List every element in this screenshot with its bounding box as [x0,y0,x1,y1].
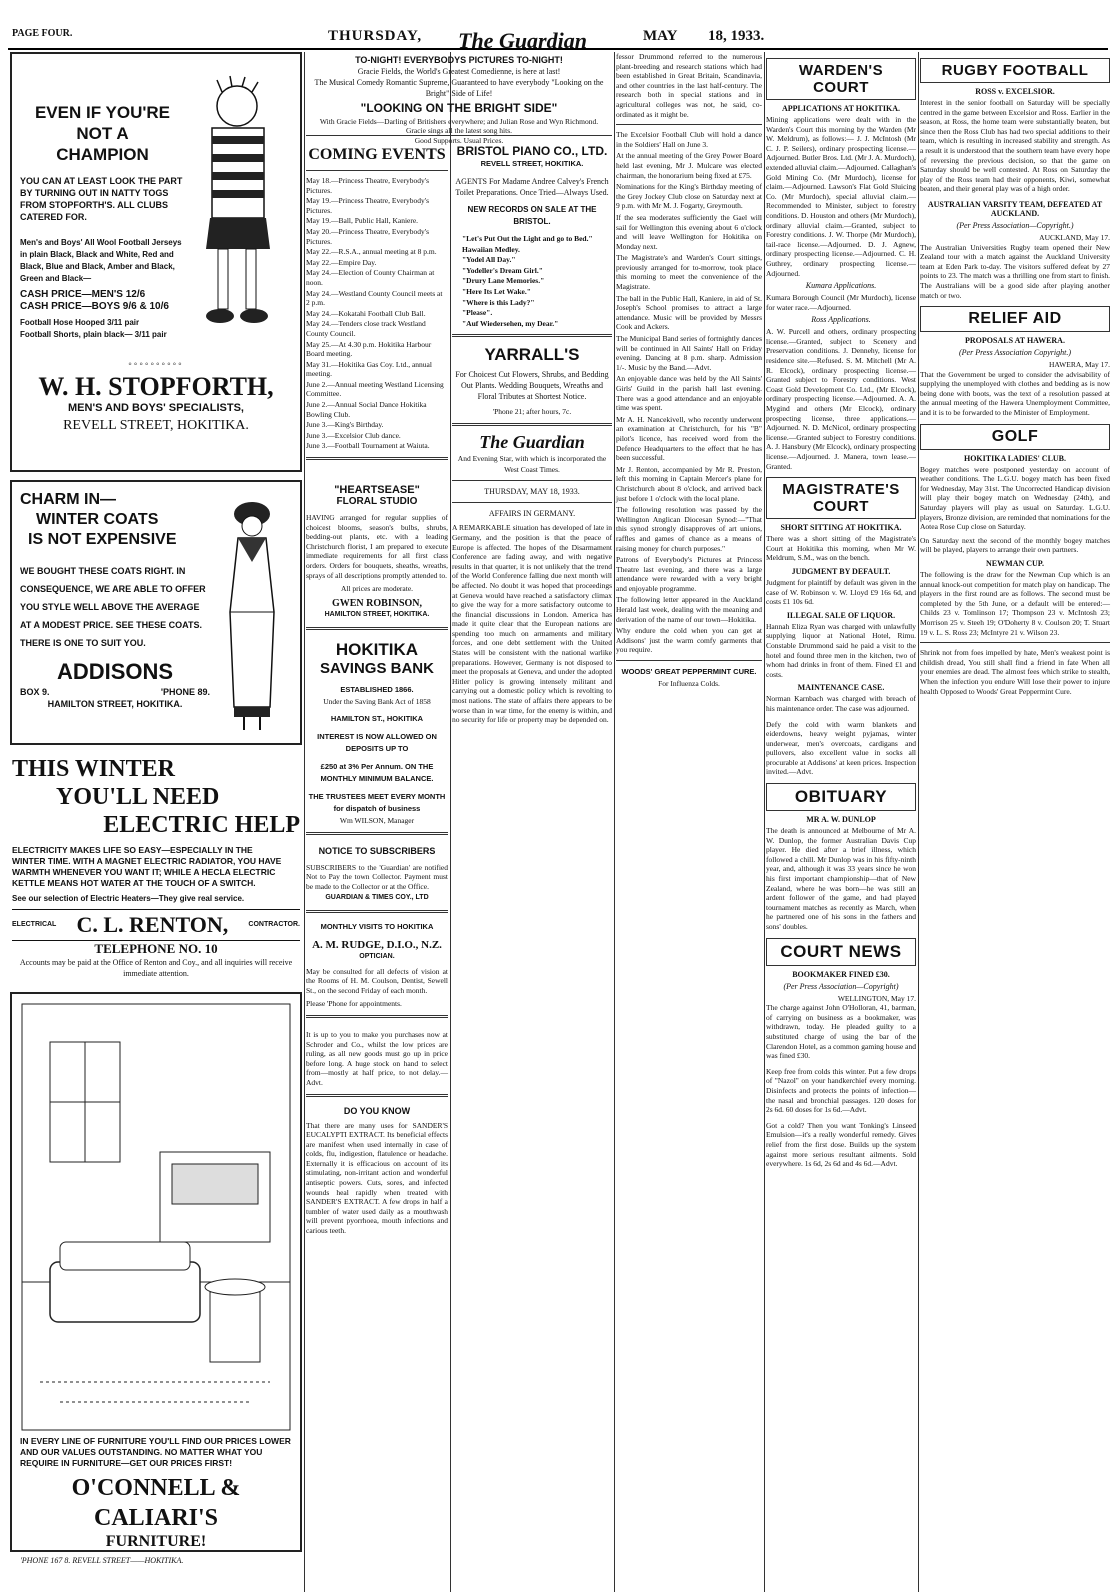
bank-interest: INTEREST IS NOW ALLOWED ON DEPOSITS UP TO [317,731,437,753]
divider [306,832,448,835]
court-news-body: The charge against John O'Holloran, 41, barman, of carrying on business as a bookmaker, was withdrawn, today. He pleaded guilty to a substituted charge of using the bar of the Clarendon Hotel, as a common gaming house and was fined £30. [766,1003,916,1061]
news-item: At the annual meeting of the Grey Power Board held last evening, Mr J. Mulcare was elected chairman, the honorarium being fixed at £75. [616,151,762,180]
coming-event-item: May 19.—Princess Theatre, Everybody's Pictures. [306,196,430,215]
column-4 [616,52,762,1592]
pictures-advert [306,52,612,145]
golf-sub: HOKITIKA LADIES' CLUB. [963,453,1067,463]
column-2 [306,140,448,1592]
newman-cup-body: The following is the draw for the Newman Cup which is an annual knock-out competition for match play on handicap. The players in the first round are as follows. The second must be completed by the 5th June, or a default will be entered:—Childs 23 v. Tomlinson 17; Thompson 23 v. McIntosh 23; Morrison 25 v. Steeh 19; O'Doherty 8 v. Coulson 20; T. Stuart 19 v. L. S. Ross 23; McIntyre 21 v. Wilson 23. [920,570,1110,637]
divider [616,660,762,661]
coming-event-item: May 19.—Ball, Public Hall, Kaniere. [306,216,419,226]
coming-event-item: May 20.—Princess Theatre, Everybody's Pictures. [306,226,430,246]
ornament-divider: ◦◦◦◦◦◦◦◦◦◦ [128,359,184,370]
editorial-body: A REMARKABLE situation has developed of late in Germany, and the position is that the peace of Europe is affected. The hopes of the Disarmament Conference are fading away, and with negative results in that quarter, it is not unlikely that the trend of the World Conference falling due next month will be affected. No doubt it was hoped that proceedings at Geneva would have reached a satisfactory climax to give the way for a more satisfactory outcome to the financial discussions in London. America has made it quite clear that the European nations are spending too much on armaments and military forces, and one debt settlement with the United States will be consistent with the national warlike preparations. However, Germany is not disposed to meet the proposals at Geneva, and under the adopted Hitler policy is growing intensely militant and carrying out a domestic policy which is revolting to most nations. The state of affairs there appears to be worse than in war time, for the enemy is within, and no security for life or property may be depended on. [452,523,612,725]
kumara-body: Kumara Borough Council (Mr Murdoch), license for water race.—Adjourned. [766,293,916,312]
news-item: If the sea moderates sufficiently the Gael will sail for Wellington this evening about 6 o'clock and will leave Wellington for Hokitika on Monday next. [616,212,762,251]
record-title: "Please". [462,308,493,318]
pictures-support: Good Supports. Usual Prices. [414,136,504,145]
stopforth-headline: EVEN IF YOU'RE [34,103,171,122]
stopforth-address: REVELL STREET, HOKITIKA. [63,418,249,433]
heartsease-title: "HEARTSEASE" [334,484,420,497]
heartsease-address: HAMILTON STREET, HOKITIKA. [324,610,430,618]
judgment-heading: JUDGMENT BY DEFAULT. [791,566,891,576]
divider [452,334,612,337]
varsity-dateline: AUCKLAND, May 17. [1039,232,1110,242]
coming-events-title: COMING EVENTS [308,146,446,163]
do-you-know-title: DO YOU KNOW [343,1105,411,1116]
varsity-heading: AUSTRALIAN VARSITY TEAM, DEFEATED AT AUCKLAND. [927,199,1103,218]
news-item: The following letter appeared in the Auckland Herald last week, dealing with the meaning and derivation of the name of our town—Hokitika. [616,595,762,624]
column-rule [450,52,451,1592]
bank-amount: £250 at 3% Per Annum. ON THE MONTHLY MINIMUM BALANCE. [320,761,434,783]
renton-accounts: Accounts may be paid at the Office of Renton and Coy., and all inquiries will receive immediate attention. [19,958,293,978]
column-6 [920,52,1110,1592]
coming-event-item: May 24.—Westland County Council meets at 2 p.m. [306,288,443,308]
column-5 [766,52,916,1592]
magistrate-court-body: There was a short sitting of the Magistrate's Court at Hokitika this morning, when Mr W. Meldrum, S.M., was on the bench. [766,534,916,563]
rudge-phone: Please 'Phone for appointments. [306,999,402,1009]
bank-manager: Wm WILSON, Manager [339,815,415,825]
yarralls-phone: 'Phone 21; after hours, 7c. [492,407,572,417]
record-title: "Where is this Lady?" [462,297,535,307]
divider [306,1015,448,1018]
court-news-sub: BOOKMAKER FINED £30. [792,969,890,979]
bank-trustees: THE TRUSTEES MEET EVERY MONTH for dispatch of business [308,791,446,813]
oconnell-name: O'CONNELL & CALIARI'S [71,1475,241,1531]
warden-court-sub: APPLICATIONS AT HOKITIKA. [781,104,901,113]
rugby-sub: ROSS v. EXCELSIOR. [975,87,1055,96]
yarralls-title: YARRALL'S [484,345,580,365]
court-news-title: COURT NEWS [766,938,916,966]
editorial-paper-title: The Guardian [479,432,585,453]
addisons-address: HAMILTON STREET, HOKITIKA. [47,699,183,709]
relief-aid-body: That the Government be urged to consider the advisability of supplying the unemployed with clothes and bedding as is now being done with boots, was the text of a resolution passed at the annual meeting of the Hawera Unemployment Committee, and it is to be forwarded to the Minister of Employment. [920,369,1110,418]
obituary-body: The death is announced at Melbourne of Mr A. W. Dunlop, the former Australian Davis Cup player. He died after a brief illness, which followed a chill. Mr Dunlop was in his fifty-ninth year, and, although it was 33 years since he won his first important championship—that of New Zealand, where he was born—he was still an ardent follower of the game, and had played tournament matches as recently as March, when he partnered one of his sons in the fathers and sons' doubles. [766,826,916,931]
golf-title: GOLF [920,424,1110,450]
bank-title: HOKITIKA [335,639,419,659]
bank-title-2: SAVINGS BANK [320,659,434,677]
news-item: fessor Drummond referred to the numerous plant-breeding and research stations which had been established in Great Britain, Scandinavia, and other countries in the last half-century. The research both in special stations and in agricultural colleges was not, he said, co-ordinated as it might be. [616,52,762,119]
relief-aid-sub: PROPOSALS AT HAWERA. [965,336,1065,346]
oconnell-furniture: FURNITURE! [105,1533,207,1550]
news-item: Mr J. Renton, accompanied by Mr R. Preston, left this morning in Captain Mercer's plane for Christchurch about 8 o'clock, and arrived back just before 1 o'clock with the local plane. [616,464,762,503]
newman-cup-heading: NEWMAN CUP. [986,559,1044,568]
news-item: The Magistrate's and Warden's Court sittings, previously arranged for to-morrow, took place this morning to meet the convenience of the Magistrate. [616,253,762,292]
divider [452,480,612,481]
rugby-body: Interest in the senior football on Saturday will be specially centred in the game between Excelsior and Ross. Earlier in the season, at Ross, the home team were substantially beaten, but since then the Ross Club has had two special additions to their team, which is resulting in increased stability and strength. As a result it is understood that the southern team have every hope of reversing the previous decision, so that the game on Saturday should be well contested. At Ross on Saturday the play of the Ross team had their opponents, Kiwi, somewhat beaten, and their general play was of a high order. [920,98,1110,194]
stopforth-headline-3: CHAMPION [56,145,149,164]
pictures-title: "LOOKING ON THE BRIGHT SIDE" [360,101,558,115]
divider [452,502,612,503]
heartsease-body: HAVING arranged for regular supplies of choicest blooms, season's bulbs, shrubs, bedding-out plants, etc. with a leading Christchurch florist, I am prepared to execute immediate requirements for all first class orders. Orders for bouquets, sheaths, wreaths, sprays of all descriptions promptly attended to. [306,513,448,580]
addisons-line-1: CHARM IN— [20,491,116,508]
court-news-assoc: (Per Press Association—Copyright) [783,981,899,991]
masthead-date: 18, 1933. [708,28,765,44]
renton-name: C. L. RENTON, [76,912,229,937]
varsity-assoc: (Per Press Association—Copyright.) [956,220,1074,230]
subscribers-body: SUBSCRIBERS to the 'Guardian' are notified Not to Pay the town Collector. Payment must be made to the Collector or at the Office. [306,862,448,891]
coming-event-item: June 3.—King's Birthday. [306,420,384,430]
renton-nameplate [12,909,300,941]
masthead-paper-title: The Guardian [458,28,587,53]
stopforth-price-men: CASH PRICE—MEN'S 12/6 [20,289,146,300]
oconnell-caliari-advert [10,992,302,1565]
bristol-agents: AGENTS For Madame Andree Calvey's French Toilet Preparations. Once Tried—Always Used. [455,177,609,197]
stopforth-name: W. H. STOPFORTH, [38,372,274,401]
woods-title: WOODS' GREAT PEPPERMINT CURE. [621,667,757,677]
schroder-note: It is up to you to make you purchases now at Schroder and Co., whilst the low prices are ruling, as all new goods must go up in price before long. A huge stock on hand to select from—mostly at half price, to not delay.—Advt. [306,1029,448,1087]
renton-electrical: ELECTRICAL [12,921,57,928]
divider [616,124,762,125]
heartsease-prices: All prices are moderate. [340,584,414,594]
rudge-title: MONTHLY VISITS TO HOKITIKA [320,921,434,931]
bristol-address: REVELL STREET, HOKITIKA. [480,159,584,168]
news-item: Nominations for the King's Birthday meeting of the Grey Jockey Club close on Saturday next at 9 p.m. with Mr M. J. Fogarty, Greymouth. [616,182,762,211]
bristol-title: BRISTOL PIANO CO., LTD. [456,144,608,158]
woman-in-coat-illustration [210,492,294,732]
news-item: Why endure the cold when you can get at Addisons' just the warm comfy garments that you require. [616,626,762,655]
addisons-phone: 'PHONE 89. [160,687,210,697]
divider [452,423,612,426]
column-rule [918,52,919,1592]
ross-body: A. W. Purcell and others, ordinary prospecting license.—Granted, subject to Scenery and Preservation conditions. J. Dennehy, license for residence site.—Refused. S. M. Mitchell (Mr A. R. Elcock), ordinary prospecting license.—Granted subject to Forestry conditions. West Coast Gold Development Co. Ltd., (Mr Elcock), ordinary prospecting license.—Adjourned. A. A. Mygind and others (Mr Elcock), ordinary prospecting license, three applications.—Adjourned. N. D. McNicol, ordinary prospecting license.—Granted subject to Forestry conditions. A. J. Hansbury (Mr Elcock), ordinary prospecting license.—Adjourned. J. Manera, town lease.—Granted. [766,327,916,471]
varsity-body: The Australian Universities Rugby team opened their New Zealand tour with a match against the Auckland University team at Eden Park to-day. The visitors suffered defeat by 27 points to 23. The match was a thrilling one from start to finish. The Australians will be a good side after playing another match or two. [920,242,1110,300]
oconnell-body: IN EVERY LINE OF FURNITURE YOU'LL FIND OUR PRICES LOWER AND OUR VALUES OUTSTANDING. NO MATTER WHAT YOU REQUIRE IN FURNITURE—GET OUR PRICES FIRST! [20,1436,291,1468]
record-title: "Drury Lane Memories." [462,276,545,286]
woods-verse: Shrink not from foes impelled by hate, Men's weakest point is childish dread, You still shall find a friend in fate When all your enemies are dead. The almost fees which strike to stealth, When the infection you endure Will lose their power to injure health Opposed to Woods' Great Peppermint Cure. [920,648,1110,696]
record-title: "Yodeller's Dream Girl." [462,265,543,275]
footballer-illustration [182,74,292,329]
news-item: The Municipal Band series of fortnightly dances will be continued in All Saints' Hall on Friday evening. Dancing at 8 p.m. sharp. Admission 1/-. Music by the Band.—Advt. [616,334,762,372]
record-title: Hawaiian Medley. [462,244,520,254]
record-title: "Auf Wiedersehen, my Dear." [462,318,559,328]
woods-sub: For Influenza Colds. [658,679,720,689]
pictures-cast: With Gracie Fields—Darling of Britishers everywhere; and Julian Rose and Wyn Richmond. Gracie sings all the latest song hits. [319,117,599,135]
masthead [8,24,1108,53]
bank-street: HAMILTON ST., HOKITIKA [330,713,424,723]
coming-event-item: June 3.—Football Tournament at Waiuta. [306,441,430,451]
maintenance-heading: MAINTENANCE CASE. [797,683,885,693]
coming-event-item: May 24.—Tenders close track Westland County Council. [306,319,426,338]
subscribers-title: NOTICE TO SUBSCRIBERS [318,845,436,856]
golf-monthly: On Saturday next the second of the monthly bogey matches will be played, players to arrange their own partners. [920,535,1110,555]
judgment-body: Judgment for plaintiff by default was given in the case of W. Robinson v. W. Lloyd £9 16s 6d, and costs £1 10s 6d. [766,577,916,607]
nazol-advert: Keep free from colds this winter. Put a few drops of "Nazol" on your handkerchief every morning. Disinfects and protects the points of infection—the nasal and bronchial passages. 120 doses for 2s 6d. 60 doses for 1s 6d.—Advt. [766,1066,916,1115]
bank-established: ESTABLISHED 1866. [340,684,414,694]
rudge-body: May be consulted for all defects of vision at the Rooms of H. M. Coulson, Dentist, Sewell St., on the second Friday of each month. [306,966,448,995]
court-news-dateline: WELLINGTON, May 17. [837,993,916,1003]
coming-event-item: May 25.—At 4.30 p.m. Hokitika Harbour Board meeting. [306,339,432,359]
renton-see: See our selection of Electric Heaters—They give real service. [12,894,245,903]
news-item: An enjoyable dance was held by the All Saints' Girls' Guild in the parish hall last evening. There was a good attendance and an enjoyable time was spent. [616,374,762,413]
addisons-line-3: IS NOT EXPENSIVE [28,531,177,548]
renton-headline-3: ELECTRIC HELP [103,812,300,838]
stopforth-price-boys: CASH PRICE—BOYS 9/6 & 10/6 [20,301,169,312]
coming-event-item: June 2.—Annual meeting Westland Licensing Committee. [306,379,444,399]
maintenance-body: Norman Karnbach was charged with breach of his maintenance order. The case was adjourned. [766,694,916,713]
masthead-day: THURSDAY, [328,28,423,44]
coming-event-item: June 3.—Excelsior Club dance. [306,430,401,440]
coming-events-list [306,176,448,451]
relief-aid-assoc: (Per Press Association Copyright.) [959,348,1071,358]
rudge-optician: OPTICIAN. [359,952,395,960]
pictures-top: TO-NIGHT! EVERYBODYS PICTURES TO-NIGHT! [355,55,563,65]
editorial-date: THURSDAY, MAY 18, 1933. [484,487,580,497]
coming-event-item: May 18.—Princess Theatre, Everybody's Pictures. [306,176,430,195]
bristol-records: NEW RECORDS ON SALE AT THE BRISTOL. [467,205,597,226]
relief-aid-dateline: HAWERA, May 17. [1048,360,1110,370]
addisons-box: BOX 9. [20,687,50,697]
bristol-song-list [452,234,612,328]
pictures-line-2: The Musical Comedy Romantic Supreme, Guaranteed to have everybody "Looking on the Bright" Side of Life! [314,78,604,98]
column-rule [764,52,765,1592]
divider [306,1094,448,1097]
liquor-body: Hannah Eliza Ryan was charged with unlawfully supplying liquor at National Hotel, Rimu. Constable Drummond said he paid a visit to the hotel and found three men in the kitchen, two of whom had drinks in front of them. Fined £1 and costs. [766,621,916,679]
rudge-name: A. M. RUDGE, D.I.O., N.Z. [312,938,442,951]
heartsease-name: GWEN ROBINSON, [331,597,422,609]
stopforth-tagline: MEN'S AND BOYS' SPECIALISTS, [68,402,244,414]
news-item: The following resolution was passed by the Wellington Anglican Diocesan Synod:—"That this synod strongly disapproves of art unions, raffles and games of chance as a means of raising money for church purposes." [616,505,762,553]
divider [306,627,448,630]
divider [306,457,448,460]
stopforth-jerseys: Men's and Boys' All Wool Football Jerseys in plain Black, Black and White, Red and Black, Blue and Black, Amber and Black, Green and Black— [20,238,182,283]
obituary-title: OBITUARY [766,783,916,811]
divider [306,170,448,171]
relief-aid-title: RELIEF AID [920,306,1110,332]
column-rule [304,52,305,1592]
renton-phone: TELEPHONE NO. 10 [94,941,218,956]
renton-contractor: CONTRACTOR. [248,921,300,928]
obituary-name: MR A. W. DUNLOP [806,815,876,825]
renton-headline-2: YOU'LL NEED [56,784,220,810]
renton-headline-1: THIS WINTER [12,756,175,782]
coming-event-item: May 22.—Empire Day. [306,257,377,267]
magistrate-court-title: MAGISTRATE'S COURT [766,477,916,519]
tonking-advert: Got a cold? Then you want Tonking's Linseed Emulsion—it's a really wonderful remedy. Gives relief from the first dose. Builds up the system against more serious resultant ailments. Sold everywhere. 1s 6d, 2s 6d and 4s 6d.—Advt. [766,1120,916,1169]
warden-court-title: WARDEN'S COURT [766,58,916,100]
page-number: PAGE FOUR. [12,28,73,39]
record-title: "Let's Put Out the Light and go to Bed." [462,234,593,243]
stopforth-body: YOU CAN AT LEAST LOOK THE PART BY TURNING OUT IN NATTY TOGS FROM STOPFORTH'S. ALL CLUBS CATERED FOR. [20,176,183,222]
golf-body: Bogey matches were postponed yesterday on account of weather conditions. The L.G.U. bogey match has been fixed for Wednesday, May 31st. The Uncorrected Handicap division will play their bogey match on Wednesday (24th), and Saturday players will play as usual on Saturday. L.G.U. players, Bronze division, are reminded that nominations for the Aotea Rose Cup close on Saturday. [920,464,1110,532]
news-item: The ball in the Public Hall, Kaniere, in aid of St. Joseph's School promises to attract a large attendance. Music will be provided by Messrs Cook and Ackers. [616,293,762,332]
warden-court-body: Mining applications were dealt with in the Warden's Court this morning by the Warden (Mr W. Meldrum), as follows:— J. J. McIntosh (Mr C. J. P. Seilers), ordinary prospecting license.—Adjourned. Butler Bros. Ltd. (Mr J. A. Murdoch), extended alluvial claim.—Adjourned. Callaghan's Gold Mining Co. (Mr Murdoch), license for claim.—Adjourned. Lawson's Flat Gold Sluicing Co. (Mr Murdoch), special alluvial claim.—Recommended to Minister, subject to forestry conditions. D. Houston and others (Mr Murdoch), ordinary alluvial claim.—Granted, subject to Forestry conditions. J. W. Thorpe (Mr Murdoch), tail-race license.—Adjourned. D. J. Agnew, ordinary prospecting license.—Adjourned. C. H. Guthrey, ordinary prospecting license.—Adjourned. [766,115,916,278]
addisons-advert [10,480,302,745]
subscribers-sign: GUARDIAN & TIMES COY., LTD [325,893,429,901]
ross-heading: Ross Applications. [811,315,871,325]
renton-body: ELECTRICITY MAKES LIFE SO EASY—ESPECIALLY IN THE WINTER TIME. WITH A MAGNET ELECTRIC RADIATOR, YOU HAVE WARMTH WHENEVER YOU WANT IT; WHILE A HECLA ELECTRIC KETTLE MEANS HOT WATER AT THE TOUCH OF A SWITCH. [12,845,282,888]
column-rule [614,52,615,1592]
coming-event-item: May 24.—Election of County Chairman at noon. [306,268,435,287]
coming-event-item: May 31.—Hokitika Gas Coy. Ltd., annual meeting. [306,359,432,379]
addisons-body: WE BOUGHT THESE COATS RIGHT. IN CONSEQUENCE, WE ARE ABLE TO OFFER YOU STYLE WELL ABOVE THE AVERAGE AT A MODEST PRICE. SEE THESE COATS. THERE IS ONE TO SUIT YOU. [20,566,206,648]
column-3 [452,140,612,1592]
bank-act: Under the Saving Bank Act of 1858 [323,696,431,706]
news-item: The Excelsior Football Club will hold a dance in the Soldiers' Hall on June 3. [616,130,762,149]
news-item: Patrons of Everybody's Pictures at Princess Theatre last evening, and there was a large attendance were rewarded with a very bright and enjoyable programme. [616,555,762,593]
stopforth-advert [10,52,302,472]
stopforth-hose: Football Hose Hooped 3/11 pair [20,318,140,327]
heartsease-sub: FLORAL STUDIO [336,496,418,508]
addisons-name: ADDISONS [56,659,174,684]
stopforth-headline-2: NOT A [76,124,129,143]
divider [306,910,448,913]
masthead-month: MAY [643,28,678,44]
divider [920,642,1110,643]
kumara-heading: Kumara Applications. [805,281,877,291]
coming-event-item: May 22.—R.S.A., annual meeting at 8 p.m. [306,247,437,257]
pictures-line-1: Gracie Fields, the World's Greatest Comedienne, is here at last! [357,67,561,76]
yarralls-body: For Choicest Cut Flowers, Shrubs, and Bedding Out Plants. Wedding Bouquets, Wreaths and Floral Tributes at Shortest Notice. [455,370,609,402]
record-title: "Yodel All Day." [462,255,516,265]
coming-event-item: June 2.—Annual Social Dance Hokitika Bowling Club. [306,400,427,419]
stopforth-shorts: Football Shorts, plain black— 3/11 pair [20,330,167,339]
do-you-know-body: That there are many uses for SANDER'S EUCALYPTI EXTRACT. Its beneficial effects are manifest when used internally in case of colds, flu, indigestion, flatulence or headache. Externally it is efficacious on account of its stimulating, non-irritant action and wonderful antiseptic powers. Cuts, sores, and infected wounds heal rapidly when treated with SANDER'S EXTRACT. A few drops in half a tumbler of water used daily as a mouthwash will prevent pyorrhoea, mouth infections and carious teeth. [306,1120,448,1236]
addisons-line-2: WINTER COATS [36,511,159,528]
coming-event-item: May 24.—Kokatahi Football Club Ball. [306,308,426,318]
editorial-subtitle: And Evening Star, with which is incorporated the West Coast Times. [457,454,607,475]
column-ads-left [10,52,302,1592]
record-title: "Here Its Let Wake." [462,286,531,296]
liquor-heading: ILLEGAL SALE OF LIQUOR. [786,610,896,620]
addisons-notice: Defy the cold with warm blankets and eiderdowns, heavy weight pyjamas, winter underwear, men's overcoats, cardigans and pullovers, also excellent value in socks all procurable at Addisons' at keen prices. Inspection invited.—Advt. [766,719,916,777]
rugby-title: RUGBY FOOTBALL [920,58,1110,83]
renton-advert [10,753,302,978]
editorial-heading: AFFAIRS IN GERMANY. [488,509,576,519]
oconnell-footer: 'PHONE 167 8. REVELL STREET——HOKITIKA. [20,1556,184,1565]
furnished-room-illustration [20,1002,292,1432]
magistrate-court-sub: SHORT SITTING AT HOKITIKA. [780,523,902,533]
news-item: Mr A. H. Nancekivell, who recently underwent an examination at Christchurch, for his "B" pilot's licence, has received word from the Defence Headquarters to the effect that he has been successful. [616,414,762,463]
addisons-contacts [20,686,210,698]
